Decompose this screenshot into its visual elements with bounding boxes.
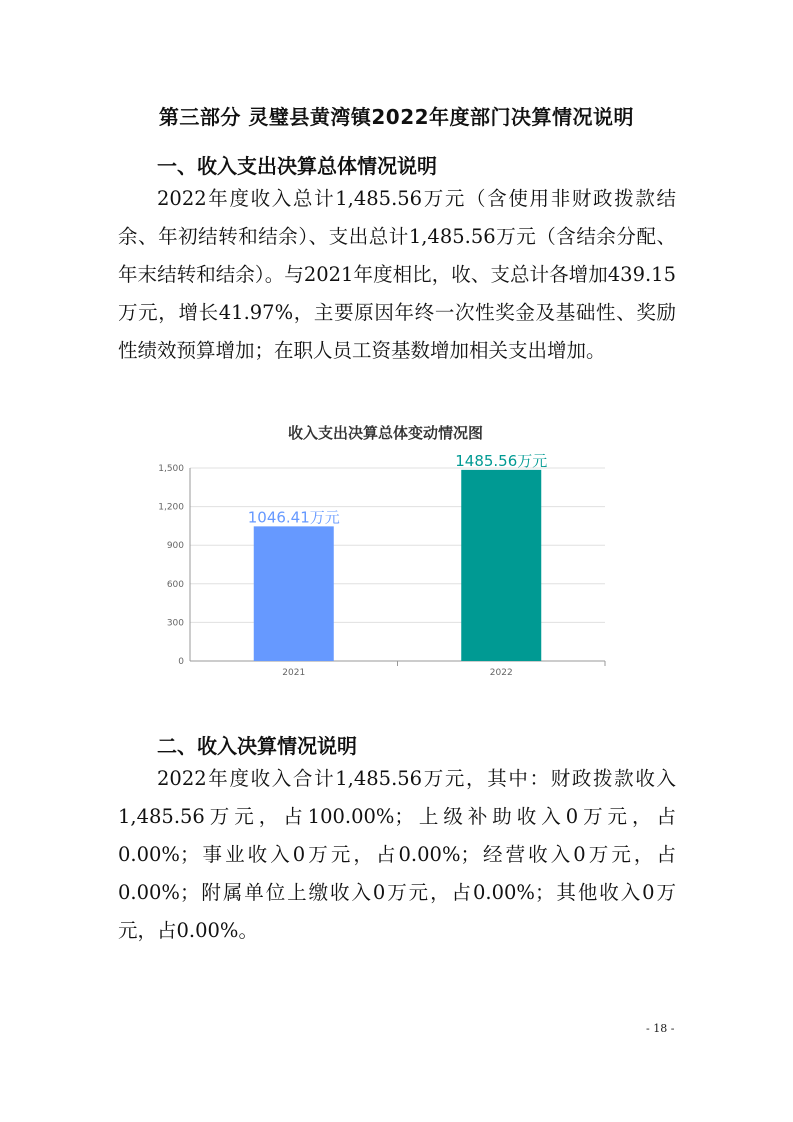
chart-title: 收入支出决算总体变动情况图 xyxy=(287,424,484,442)
x-tick-label: 2021 xyxy=(282,668,306,678)
y-tick-label: 1,200 xyxy=(158,502,184,513)
bar-chart xyxy=(140,418,630,698)
y-tick-label: 900 xyxy=(166,541,184,552)
data-label: 1046.41万元 xyxy=(247,508,340,527)
document-title: 第三部分 灵璧县黄湾镇2022年度部门决算情况说明 xyxy=(158,105,635,129)
data-label: 1485.56万元 xyxy=(455,451,548,470)
page-number: - 18 - xyxy=(646,1022,675,1035)
y-tick-label: 600 xyxy=(166,579,184,590)
y-tick-label: 0 xyxy=(178,657,184,667)
bar xyxy=(461,470,541,661)
bar xyxy=(254,526,334,661)
section-paragraph-income-expenditure: 2022年度收入总计1,485.56万元（含使用非财政拨款结余、年初结转和结余）、支出总计1,485.56万元（含结余分配、年末结转和结余）。与2021年度相比，收、支总计各增加439.15万元，增长41.97%，主要原因年终一次性奖金及基础性、奖励性绩效预算增加；在职人员工资基数增加相关支出增加。 xyxy=(118,187,676,362)
section-paragraph-income: 2022年度收入合计1,485.56万元，其中：财政拨款收入1,485.56万元，占100.00%；上级补助收入0万元，占0.00%；事业收入0万元，占0.00%；经营收入0万元，占0.00%；附属单位上缴收入0万元，占0.00%；其他收入0万元，占0.00%。 xyxy=(118,767,676,942)
y-tick-label: 300 xyxy=(166,618,184,629)
chart-svg xyxy=(140,418,630,698)
section-heading-income: 二、收入决算情况说明 xyxy=(157,734,357,758)
section-heading-income-expenditure: 一、收入支出决算总体情况说明 xyxy=(157,154,437,178)
x-tick-label: 2022 xyxy=(489,668,513,678)
y-tick-label: 1,500 xyxy=(158,464,184,474)
